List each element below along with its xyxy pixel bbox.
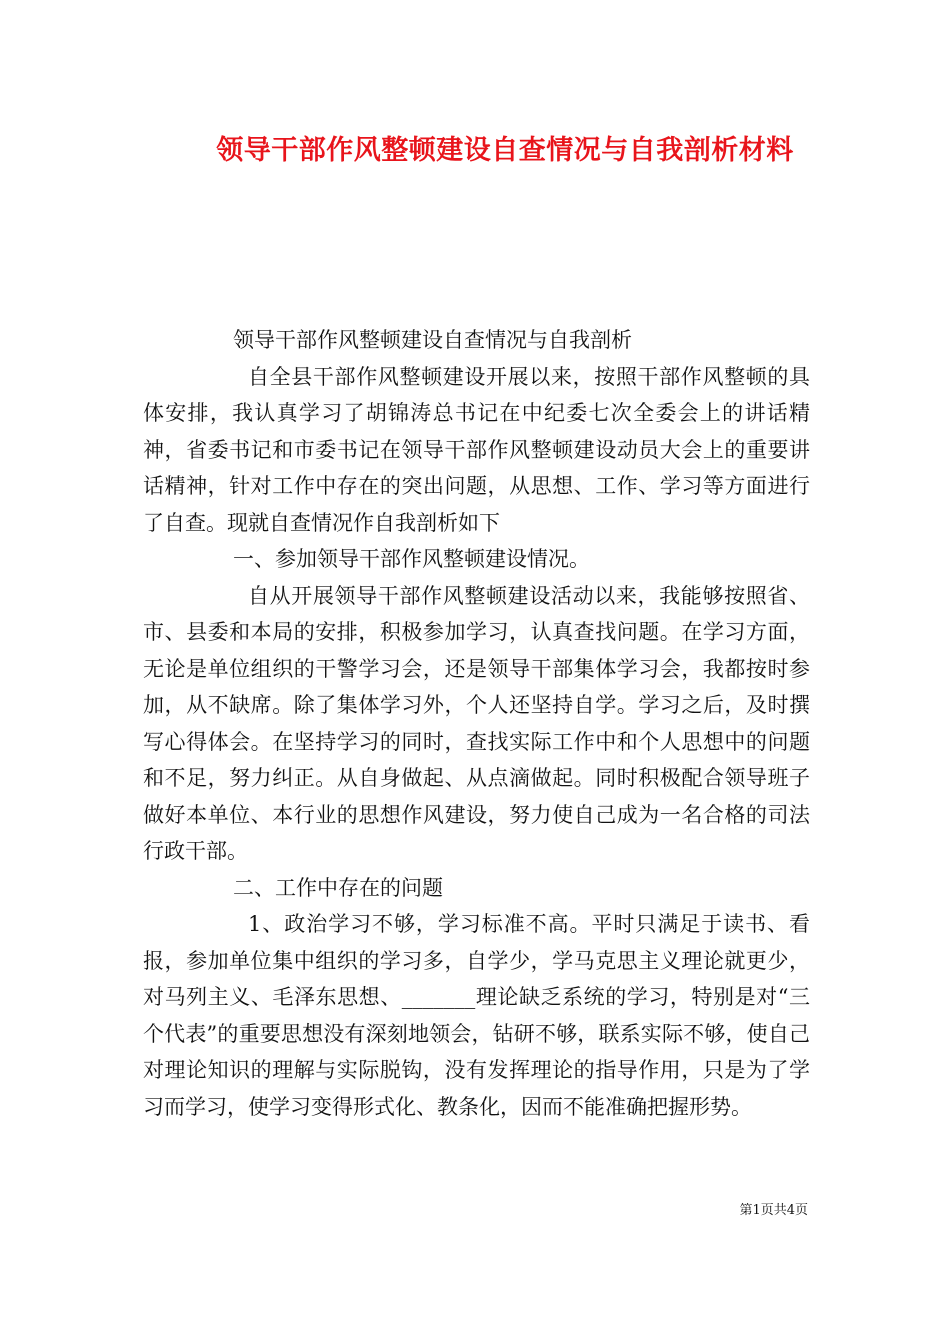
document-body xyxy=(143,322,810,1125)
page-number: 第1页共4页 xyxy=(739,1203,808,1218)
paragraph-problem-1: 1、政治学习不够，学习标准不高。平时只满足于读书、看报，参加单位集中组织的学习多，自学少，学马克思主义理论就更少，对马列主义、毛泽东思想、_______理论缺乏系统的学习，特别是对“三个代表”的重要思想没有深刻地领会，钻研不够，联系实际不够，使自己对理论知识的理解与实际脱钩，没有发挥理论的指导作用，只是为了学习而学习，使学习变得形式化、教条化，因而不能准确把握形势。 xyxy=(143,912,810,1119)
paragraph-participation: 自从开展领导干部作风整顿建设活动以来，我能够按照省、市、县委和本局的安排，积极参加学习，认真查找问题。在学习方面，无论是单位组织的干警学习会，还是领导干部集体学习会，我都按时参加，从不缺席。除了集体学习外，个人还坚持自学。学习之后，及时撰写心得体会。在坚持学习的同时，查找实际工作中和个人思想中的问题和不足，努力纠正。从自身做起、从点滴做起。同时积极配合领导班子做好本单位、本行业的思想作风建设，努力使自己成为一名合格的司法行政干部。 xyxy=(143,583,810,863)
document-title: 领导干部作风整顿建设自查情况与自我剖析材料 xyxy=(216,135,794,166)
document-subtitle: 领导干部作风整顿建设自查情况与自我剖析 xyxy=(233,328,632,352)
section-heading-1: 一、参加领导干部作风整顿建设情况。 xyxy=(233,547,590,571)
paragraph-intro: 自全县干部作风整顿建设开展以来，按照干部作风整顿的具体安排，我认真学习了胡锦涛总书记在中纪委七次全委会上的讲话精神，省委书记和市委书记在领导干部作风整顿建设动员大会上的重要讲话精神，针对工作中存在的突出问题，从思想、工作、学习等方面进行了自查。现就自查情况作自我剖析如下 xyxy=(143,364,810,535)
section-heading-2: 二、工作中存在的问题 xyxy=(233,875,443,900)
